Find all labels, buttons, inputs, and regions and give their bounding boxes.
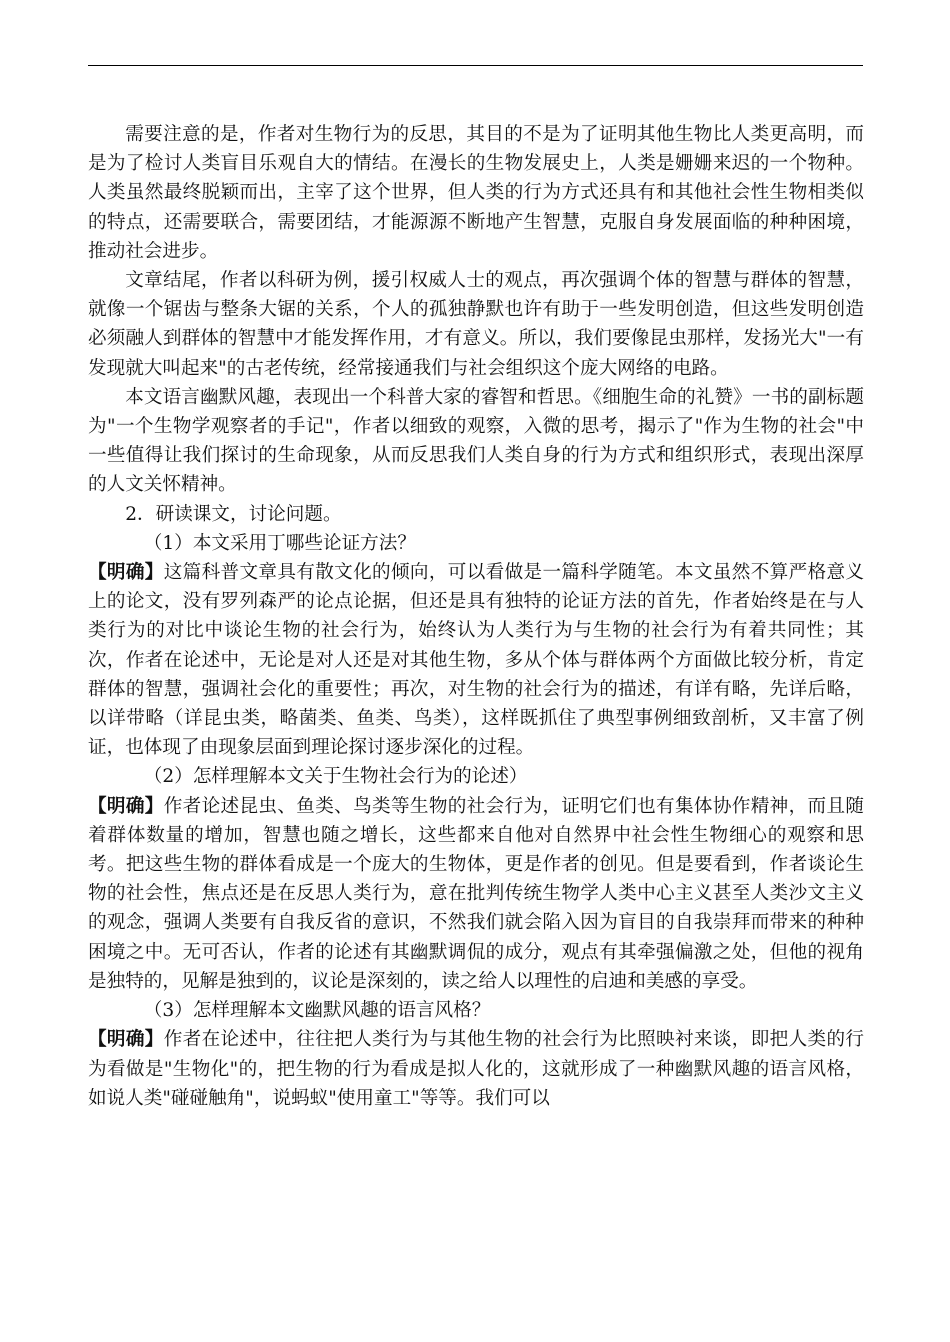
answer-text: 这篇科普文章具有散文化的倾向，可以看做是一篇科学随笔。本文虽然不算严格意义上的论文，没有罗列森严的论点论据，但还是具有独特的论证方法的首先，作者始终是在与人类行为的对比中谈论生物的社会行为，始终认为人类行为与生物的社会行为有着共同性；其次，作者在论述中，无论是对人还是对其他生物，多从个体与群体两个方面做比较分析，肯定群体的智慧，强调社会化的重要性；再次，对生物的社会行为的描述，有详有略，先详后略，以详带略（详昆虫类，略菌类、鱼类、鸟类），这样既抓住了典型事例细致剖析，又丰富了例证，也体现了由现象层面到理论探讨逐步深化的过程。 [88, 562, 864, 759]
answer-text: 作者论述昆虫、鱼类、鸟类等生物的社会行为，证明它们也有集体协作精神，而且随着群体数量的增加，智慧也随之增长，这些都来自他对自然界中社会性生物细心的观察和思考。把这些生物的群体看成是一个庞大的生物体，更是作者的创见。但是要看到，作者谈论生物的社会性，焦点还是在反思人类行为，意在批判传统生物学人类中心主义甚至人类沙文主义的观念，强调人类要有自我反省的意识，不然我们就会陷入因为盲目的自我崇拜而带来的种种困境之中。无可否认，作者的论述有其幽默调侃的成分，观点有其牵强偏激之处，但他的视角是独特的，见解是独到的，议论是深刻的，读之给人以理性的启迪和美感的享受。 [88, 795, 864, 992]
answer-paragraph [88, 1025, 864, 1113]
paragraph: 本文语言幽默风趣，表现出一个科普大家的睿智和哲思。《细胞生命的礼赞》一书的副标题为"一个生物学观察者的手记"，作者以细致的观察，入微的思考，揭示了"作为生物的社会"中一些值得让我们探讨的生命现象，从而反思我们人类自身的行为方式和组织形式，表现出深厚的人文关怀精神。 [88, 386, 864, 496]
question: （2）怎样理解本文关于生物社会行为的论述） [143, 766, 528, 788]
section-heading: 2．研读课文，讨论问题。 [125, 503, 342, 525]
paragraph: 需要注意的是，作者对生物行为的反思，其目的不是为了证明其他生物比人类更高明，而是为了检讨人类盲目乐观自大的情结。在漫长的生物发展史上，人类是姗姗来迟的一个物种。人类虽然最终脱颖而出，主宰了这个世界，但人类的行为方式还具有和其他社会性生物相类似的特点，还需要联合，需要团结，才能源源不断地产生智慧，克服自身发展面临的种种困境，推动社会进步。 [88, 124, 864, 262]
answer-label: 【明确】 [88, 562, 164, 584]
paragraph: 文章结尾，作者以科研为例，援引权威人士的观点，再次强调个体的智慧与群体的智慧，就像一个锯齿与整条大锯的关系，个人的孤独静默也许有助于一些发明创造，但这些发明创造必须融人到群体的智慧中才能发挥作用，才有意义。所以，我们要像昆虫那样，发扬光大"一有发现就大叫起来"的古老传统，经常接通我们与社会组织这个庞大网络的电路。 [88, 270, 864, 379]
header-rule [88, 65, 863, 66]
question: （1）本文采用丁哪些论证方法？ [143, 532, 416, 554]
answer-paragraph [88, 792, 864, 996]
question: （3）怎样理解本文幽默风趣的语言风格？ [143, 1000, 491, 1022]
answer-label: 【明确】 [88, 795, 164, 817]
answer-text: 作者在论述中，往往把人类行为与其他生物的社会行为比照映衬来谈，即把人类的行为看做是"生物化"的，把生物的行为看成是拟人化的，这就形成了一种幽默风趣的语言风格，如说人类"碰碰触角"，说蚂蚁"使用童工"等等。我们可以 [88, 1029, 864, 1109]
answer-paragraph [88, 558, 864, 762]
answer-label: 【明确】 [88, 1029, 164, 1051]
document-body [88, 120, 864, 1113]
